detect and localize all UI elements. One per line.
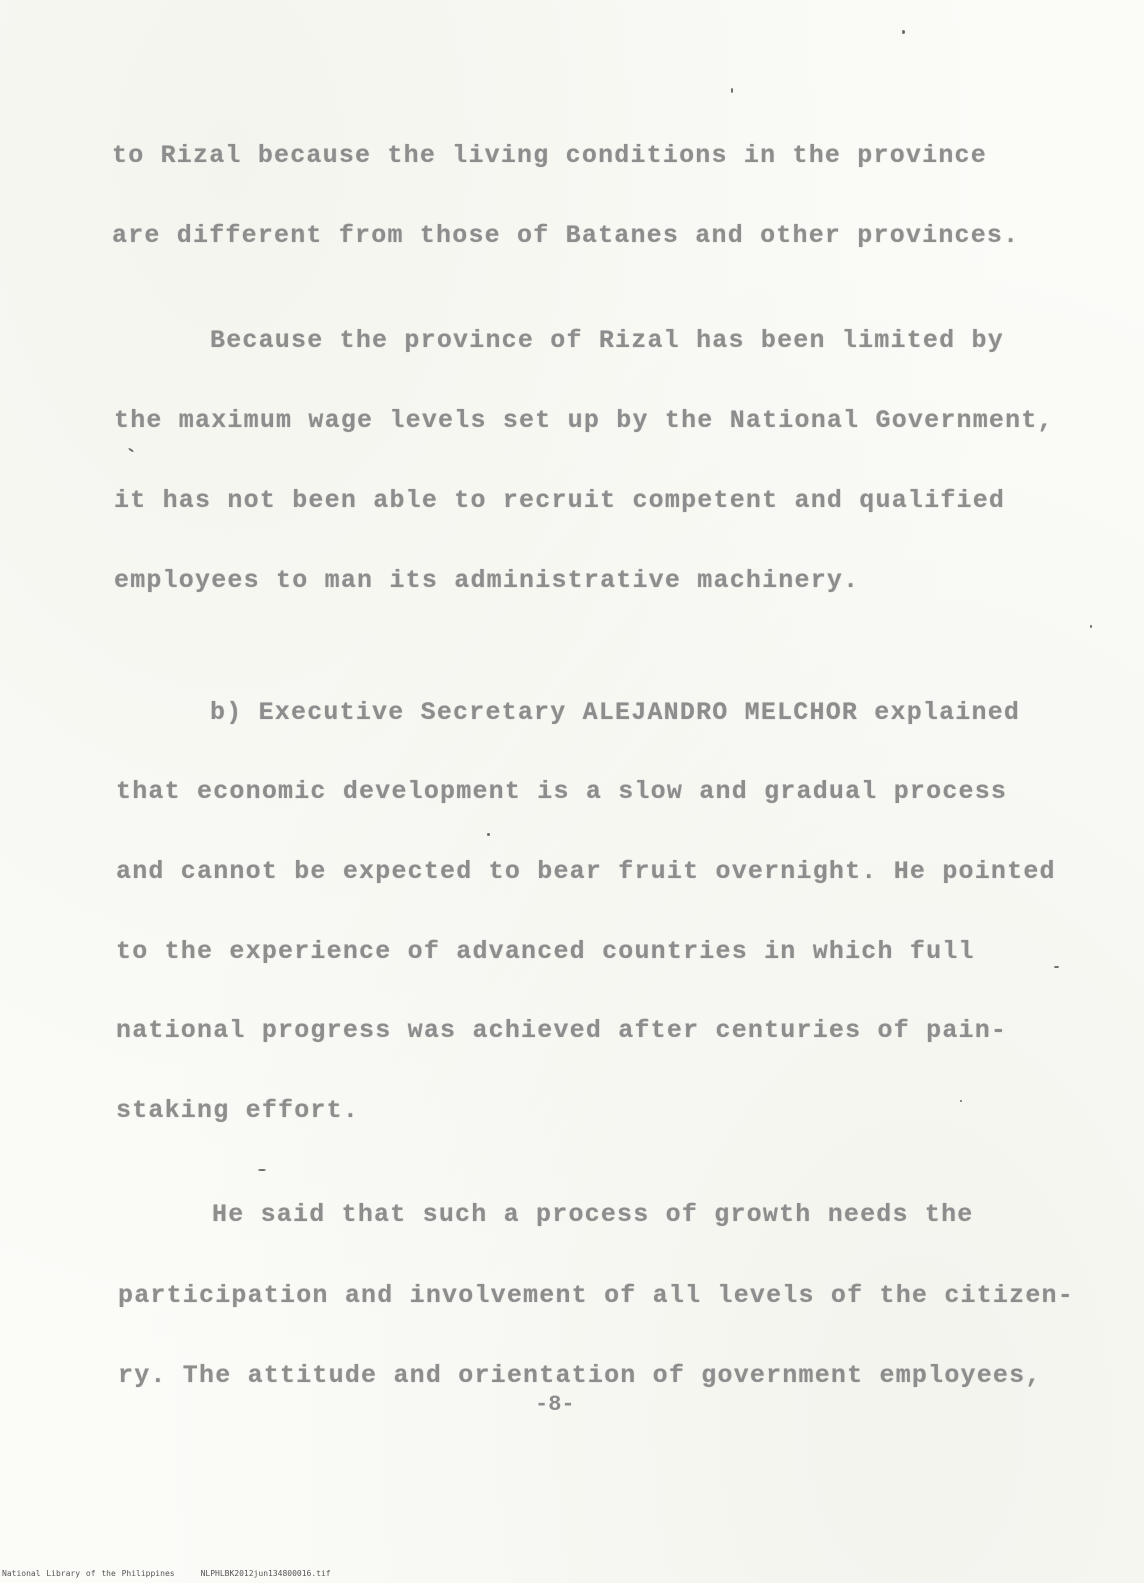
text-line: employees to man its administrative machinery. xyxy=(114,566,860,595)
text-line: to the experience of advanced countries in which full xyxy=(116,937,975,966)
footer-library: National Library of the Philippines xyxy=(2,1569,175,1578)
text-line: ry. The attitude and orientation of government employees, xyxy=(118,1361,1042,1390)
text-line: the maximum wage levels set up by the National Government, xyxy=(114,406,1054,435)
text-line: and cannot be expected to bear fruit overnight. He pointed xyxy=(116,857,1056,886)
text-line: staking effort. xyxy=(116,1096,360,1125)
text-line: national progress was achieved after centuries of pain- xyxy=(116,1016,1008,1045)
scan-speck xyxy=(258,1169,266,1171)
text-line: are different from those of Batanes and other provinces. xyxy=(112,221,1020,250)
text-line: it has not been able to recruit competent and qualified xyxy=(114,486,1006,515)
text-line: that economic development is a slow and gradual process xyxy=(116,777,1008,806)
page-number: -8- xyxy=(535,1392,575,1417)
text-line: b) Executive Secretary ALEJANDRO MELCHOR explained xyxy=(210,698,1021,727)
scan-speck xyxy=(731,88,733,93)
scan-footer xyxy=(2,1569,331,1578)
footer-filename: NLPHLBK2012jun134800016.tif xyxy=(200,1569,331,1578)
scan-speck xyxy=(128,447,134,452)
scan-speck xyxy=(1090,625,1092,628)
text-line: to Rizal because the living conditions in the province xyxy=(112,141,987,170)
scan-speck xyxy=(960,1100,962,1102)
scan-speck xyxy=(1054,966,1059,968)
scan-speck xyxy=(487,833,490,836)
text-line: participation and involvement of all levels of the citizen- xyxy=(118,1281,1074,1310)
scan-speck xyxy=(902,30,905,34)
text-line: Because the province of Rizal has been limited by xyxy=(210,326,1004,355)
text-line: He said that such a process of growth needs the xyxy=(212,1200,974,1229)
